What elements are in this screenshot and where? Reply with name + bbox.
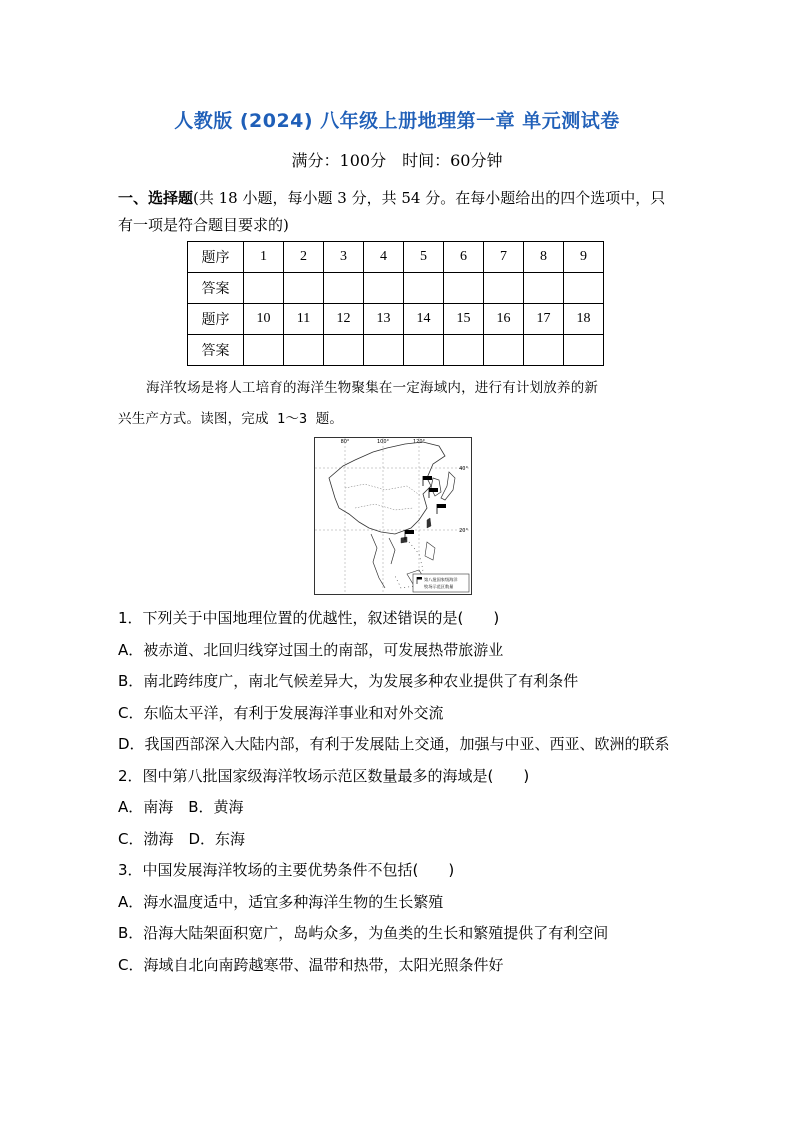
question-number: 16 xyxy=(484,304,524,335)
option-row[interactable]: C．渤海 D．东海 xyxy=(118,829,246,848)
question-number: 2 xyxy=(284,242,324,273)
section-instructions-text: (共 18 小题，每小题 3 分，共 54 分。在每小题给出的四个选项中，只有一项是符合题目要求的) xyxy=(118,189,666,234)
legend-label: 第八批国家级海洋 xyxy=(424,577,458,582)
passage-line: 兴生产方式。读图，完成 1～3 题。 xyxy=(118,411,344,427)
coastline xyxy=(389,538,395,564)
option-b[interactable]: B．南北跨纬度广，南北气候差异大，为发展多种农业提供了有利条件 xyxy=(118,672,579,690)
passage-line xyxy=(118,373,680,404)
answer-cell[interactable] xyxy=(484,273,524,304)
option-a[interactable]: A．海水温度适中，适宜多种海洋生物的生长繁殖 xyxy=(118,892,444,911)
row-label: 题序 xyxy=(188,304,244,335)
answer-cell[interactable] xyxy=(564,273,604,304)
island-outline xyxy=(425,542,435,560)
row-label: 答案 xyxy=(188,273,244,304)
answer-cell[interactable] xyxy=(444,273,484,304)
longitude-label: 80° xyxy=(340,439,350,445)
question-stem: 2．图中第八批国家级海洋牧场示范区数量最多的海域是( ) xyxy=(118,766,530,785)
answer-cell[interactable] xyxy=(364,335,404,366)
question-3 xyxy=(118,855,688,981)
question-number: 8 xyxy=(524,242,564,273)
question-number: 9 xyxy=(564,242,604,273)
question-number: 10 xyxy=(244,304,284,335)
answer-cell[interactable] xyxy=(444,335,484,366)
row-label: 答案 xyxy=(188,335,244,366)
question-number: 6 xyxy=(444,242,484,273)
answer-cell[interactable] xyxy=(404,335,444,366)
answer-cell[interactable] xyxy=(284,335,324,366)
latitude-label: 40° xyxy=(459,466,468,472)
longitude-label: 120° xyxy=(412,439,426,445)
question-stem: 3．中国发展海洋牧场的主要优势条件不包括( ) xyxy=(118,861,455,879)
legend-label: 牧场示范区数量 xyxy=(424,584,454,589)
table-row xyxy=(188,242,604,273)
question-number: 4 xyxy=(364,242,404,273)
section-heading: 一、选择题 xyxy=(118,189,194,207)
answer-cell[interactable] xyxy=(404,273,444,304)
answer-cell[interactable] xyxy=(324,335,364,366)
question-number: 18 xyxy=(564,304,604,335)
table-row xyxy=(188,273,604,304)
question-number: 17 xyxy=(524,304,564,335)
answer-table xyxy=(187,241,604,366)
exam-info: 满分：100分 时间：60分钟 xyxy=(291,151,503,170)
question-number: 12 xyxy=(324,304,364,335)
answer-cell[interactable] xyxy=(564,335,604,366)
map-figure xyxy=(314,437,472,595)
question-number: 7 xyxy=(484,242,524,273)
row-label: 题序 xyxy=(188,242,244,273)
answer-cell[interactable] xyxy=(244,335,284,366)
answer-cell[interactable] xyxy=(484,335,524,366)
question-1 xyxy=(118,603,688,761)
table-row xyxy=(188,304,604,335)
question-number: 1 xyxy=(244,242,284,273)
passage-text: 海洋牧场是将人工培育的海洋生物聚集在一定海域内，进行有计划放养的新 xyxy=(146,380,599,396)
option-c[interactable]: C．海域自北向南跨越寒带、温带和热带，太阳光照条件好 xyxy=(118,955,504,974)
answer-cell[interactable] xyxy=(244,273,284,304)
question-2 xyxy=(118,761,688,856)
question-number: 5 xyxy=(404,242,444,273)
option-d[interactable]: D．我国西部深入大陆内部，有利于发展陆上交通，加强与中亚、西亚、欧洲的联系 xyxy=(118,735,670,753)
table-row xyxy=(188,335,604,366)
map-drawing xyxy=(315,438,471,594)
question-stem: 1．下列关于中国地理位置的优越性，叙述错误的是( ) xyxy=(118,609,500,627)
question-number: 3 xyxy=(324,242,364,273)
answer-cell[interactable] xyxy=(364,273,404,304)
answer-cell[interactable] xyxy=(524,273,564,304)
answer-cell[interactable] xyxy=(284,273,324,304)
option-row[interactable]: A．南海 B．黄海 xyxy=(118,798,244,816)
answer-cell[interactable] xyxy=(524,335,564,366)
page-title: 人教版 (2024) 八年级上册地理第一章 单元测试卷 xyxy=(174,110,620,132)
answer-cell[interactable] xyxy=(324,273,364,304)
latitude-label: 20° xyxy=(459,528,468,534)
question-number: 13 xyxy=(364,304,404,335)
island-outline xyxy=(427,518,431,528)
province-boundary xyxy=(355,504,413,510)
option-c[interactable]: C．东临太平洋，有利于发展海洋事业和对外交流 xyxy=(118,703,444,722)
marine-ranch-marker xyxy=(437,504,446,514)
island-outline xyxy=(441,472,455,500)
question-number: 14 xyxy=(404,304,444,335)
option-a[interactable]: A．被赤道、北回归线穿过国土的南部，可发展热带旅游业 xyxy=(118,640,504,659)
question-list xyxy=(118,603,688,981)
reading-passage xyxy=(118,373,680,435)
question-number: 15 xyxy=(444,304,484,335)
peninsula-outline xyxy=(431,478,441,496)
section-instructions xyxy=(118,185,678,239)
island-outline xyxy=(401,537,407,543)
option-b[interactable]: B．沿海大陆架面积宽广，岛屿众多，为鱼类的生长和繁殖提供了有利空间 xyxy=(118,924,609,942)
question-number: 11 xyxy=(284,304,324,335)
longitude-label: 100° xyxy=(376,439,390,445)
